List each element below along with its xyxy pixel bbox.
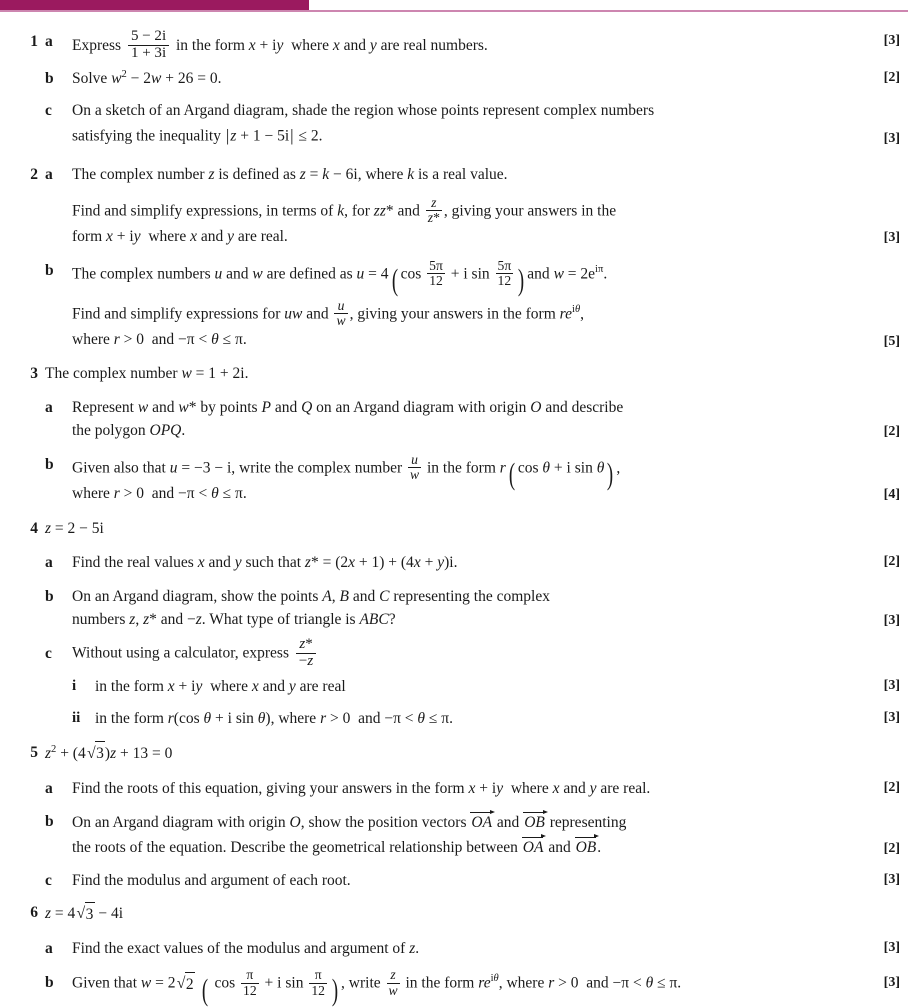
spacer	[0, 386, 908, 396]
question-number: 2	[30, 166, 38, 184]
marks: [2]	[883, 69, 900, 85]
spacer	[0, 187, 908, 196]
spacer	[0, 859, 908, 869]
marks-value: [2]	[883, 841, 900, 857]
question-4-part-a	[0, 551, 908, 575]
part-text: Find the real values x and y such that z* = (2x + 1) + (4x + y)i.	[72, 554, 458, 572]
page-header-band	[0, 0, 908, 13]
question-5-part-b	[0, 810, 908, 859]
vector-OB: OB	[524, 810, 545, 835]
spacer	[0, 698, 908, 707]
square-root-2: √2	[175, 971, 194, 996]
question-3-part-a	[0, 396, 908, 443]
question-number: 6	[30, 903, 38, 921]
part-letter: a	[45, 554, 53, 572]
part-text: Find the exact values of the modulus and argument of z.	[72, 939, 420, 957]
question-4-part-c-ii	[0, 707, 908, 731]
marks	[848, 128, 908, 149]
part-letter: a	[45, 33, 53, 50]
accent-bar-thick	[0, 0, 309, 10]
part-letter: a	[45, 779, 53, 797]
vector-OA-2: OA	[523, 835, 544, 860]
question-1-part-c	[0, 99, 908, 149]
subpart-numeral: i	[72, 677, 77, 694]
marks-value: [3]	[883, 975, 900, 991]
vector-OB-2: OB	[576, 835, 597, 860]
marks	[848, 972, 908, 993]
question-1	[0, 27, 908, 149]
question-stem: z = 2 − 5i	[45, 519, 104, 537]
question-2-part-b-line1	[0, 257, 908, 298]
marks-value: [3]	[883, 710, 900, 726]
part-text: The complex number z is defined as z = k − 6i, where k is a real value.	[72, 166, 508, 184]
marks-value: [5]	[883, 333, 900, 349]
marks	[848, 551, 908, 572]
spacer	[0, 960, 908, 968]
subpart-text: in the form x + iy where x and y are real	[95, 677, 346, 695]
abs-bar-open: |	[225, 125, 230, 145]
part-letter: b	[45, 69, 54, 87]
question-3	[0, 362, 908, 506]
question-6-part-b	[0, 967, 908, 1007]
marks	[848, 675, 908, 696]
question-1-part-a	[0, 27, 908, 63]
question-2	[0, 163, 908, 352]
spacer	[0, 893, 908, 901]
question-6-part-a	[0, 937, 908, 961]
part-text: Solve $w^2 - 2w + 26 = 0$.	[72, 68, 222, 87]
question-number: 3	[30, 364, 38, 382]
question-5-stem	[0, 741, 908, 766]
part-text: On a sketch of an Argand diagram, shade the region whose points represent complex numbers satisfying the inequality |z + 1 − 5i| ≤ 2.	[72, 99, 848, 149]
fraction-5pi-over-12-b: $\frac{5\pi}{12}$	[497, 257, 512, 288]
part-letter: b	[45, 974, 54, 992]
part-text: Find and simplify expressions, in terms of k, for zz* and $\frac{z}{z*}$ , giving your answers in the form x + iy where x and y are real.	[72, 194, 617, 246]
question-4	[0, 517, 908, 731]
part-letter: b	[45, 813, 54, 831]
part-text: The complex numbers u and w are defined as u = 4( cos $\frac{5\pi}{12}$ + i sin $\frac{5\pi}{12}$ ) and $w = 2e^{i\pi}$.	[72, 257, 608, 298]
part-text: On an Argand diagram, show the points A, B and C representing the complex numbers z, z* and −z. What type of triangle is ABC?	[72, 587, 550, 629]
spacer	[0, 766, 908, 777]
marks-value: [2]	[883, 424, 900, 440]
marks-value: [2]	[883, 554, 900, 570]
question-number: 5	[30, 743, 38, 761]
spacer	[0, 352, 908, 362]
question-6-stem	[0, 901, 908, 926]
marks-value: [3]	[883, 613, 900, 629]
spacer	[0, 506, 908, 517]
marks	[848, 227, 908, 248]
part-letter: c	[45, 872, 52, 890]
spacer	[0, 288, 908, 299]
part-letter: c	[45, 102, 52, 120]
question-1-part-b	[0, 67, 908, 91]
part-text: Represent w and w* by points P and Q on an Argand diagram with origin O and describe the polygon OPQ.	[72, 398, 624, 440]
marks-value: [4]	[883, 487, 900, 503]
part-text: Given that w = 2√2 ( cos $\frac{\pi}{12}$ + i sin $\frac{\pi}{12}$ ) , write $\frac{z}{w}$ in the form $re^{i\theta}$, where r > 0 and −π < θ ≤ π.	[72, 967, 682, 1007]
marks	[848, 421, 908, 442]
question-5	[0, 741, 908, 893]
spacer	[0, 249, 908, 259]
fraction-z-over-zstar: $\frac{z}{z*}$	[427, 194, 440, 226]
marks	[848, 331, 908, 352]
part-text: Without using a calculator, express $\frac{z*}{-z}$	[72, 638, 848, 671]
question-4-part-b	[0, 585, 908, 632]
question-3-part-b	[0, 453, 908, 506]
spacer	[0, 926, 908, 937]
marks	[848, 937, 908, 958]
question-sheet	[0, 13, 908, 1007]
question-4-part-c-i	[0, 675, 908, 699]
question-5-part-a	[0, 777, 908, 801]
question-stem: The complex number w = 1 + 2i.	[45, 364, 249, 382]
part-text: Find the modulus and argument of each root.	[72, 872, 351, 890]
fraction-u-over-w: $\frac{u}{w}$	[336, 298, 346, 329]
marks	[848, 610, 908, 631]
question-stem: $z^2 + (4√3)z + 13 = 0$	[38, 741, 848, 766]
marks	[848, 838, 908, 859]
marks	[848, 707, 908, 728]
marks	[848, 777, 908, 798]
part-text: Find and simplify expressions for uw and $\frac{u}{w}$ , giving your answers in the form $re^{i\theta}$, where r > 0 and −π < θ ≤ π.	[72, 298, 584, 349]
fraction-zstar-over-minus-z: $\frac{z*}{-z}$	[296, 637, 316, 670]
spacer	[0, 149, 908, 163]
question-6	[0, 901, 908, 1007]
spacer	[0, 800, 908, 810]
marks-value: [3]	[883, 131, 900, 147]
question-stem: z = 4√3 − 4i	[38, 901, 848, 926]
fraction-pi-over-12-b: $\frac{\pi}{12}$	[311, 967, 325, 998]
square-root-3-q6: √3	[75, 901, 94, 926]
square-root-3: √3	[86, 741, 105, 766]
marks	[848, 869, 908, 890]
part-letter: b	[45, 261, 54, 279]
part-letter: b	[45, 587, 54, 605]
question-number: 1	[30, 33, 38, 50]
marks-value: [2]	[883, 779, 900, 795]
fraction-pi-over-12: $\frac{\pi}{12}$	[243, 967, 257, 998]
subpart-text: in the form r(cos θ + i sin θ), where r > 0 and −π < θ ≤ π.	[95, 710, 454, 728]
question-5-part-c	[0, 869, 908, 893]
marks	[848, 484, 908, 505]
part-text: On an Argand diagram with origin O, show the position vectors OA and OB representing the roots of the equation. Describe the geometrical relationship between OA and OB.	[72, 810, 848, 859]
part-letter: a	[45, 939, 53, 957]
part-letter: b	[45, 455, 54, 473]
part-text: Find the roots of this equation, giving your answers in the form x + iy where x and y are real.	[72, 779, 651, 797]
vector-OA: OA	[471, 810, 492, 835]
question-4-part-c	[0, 635, 908, 671]
part-letter: a	[45, 166, 53, 184]
marks-value: [3]	[883, 677, 900, 693]
fraction-5pi-over-12: $\frac{5\pi}{12}$	[429, 257, 443, 288]
abs-bar-close: |	[290, 125, 294, 145]
spacer	[0, 731, 908, 741]
fraction-z-over-w: $\frac{z}{w}$	[388, 967, 398, 998]
question-2-part-a-line2	[0, 196, 908, 249]
question-4-stem	[0, 517, 908, 541]
marks-value: [3]	[883, 872, 900, 888]
spacer	[0, 90, 908, 99]
subpart-numeral: ii	[72, 710, 81, 727]
part-text: Given also that u = −3 − i, write the complex number $\frac{u}{w}$ in the form r( cos θ + i sin θ) , where r > 0 and −π < θ ≤ π.	[72, 451, 621, 502]
part-letter: c	[45, 645, 52, 663]
marks-value: [3]	[883, 230, 900, 246]
accent-rule-thin	[0, 10, 908, 12]
marks: [3]	[883, 33, 900, 48]
part-letter: a	[45, 398, 53, 416]
fraction-u-over-w-q3: $\frac{u}{w}$	[410, 451, 420, 482]
fraction-5-2i-over-1-3i: $\frac{5 - 2i}{1 + 3i}$	[128, 29, 169, 62]
spacer	[0, 575, 908, 585]
question-2-part-a-line1	[0, 163, 908, 187]
marks-value: [3]	[883, 939, 900, 955]
question-number: 4	[30, 519, 38, 537]
spacer	[0, 443, 908, 453]
spacer	[0, 540, 908, 551]
part-text: Express $\frac{5 - 2i}{1 + 3i}$ in the form x + iy where x and y are real numbers.	[72, 27, 488, 61]
question-2-part-b-line2	[0, 299, 908, 352]
question-3-stem	[0, 362, 908, 386]
